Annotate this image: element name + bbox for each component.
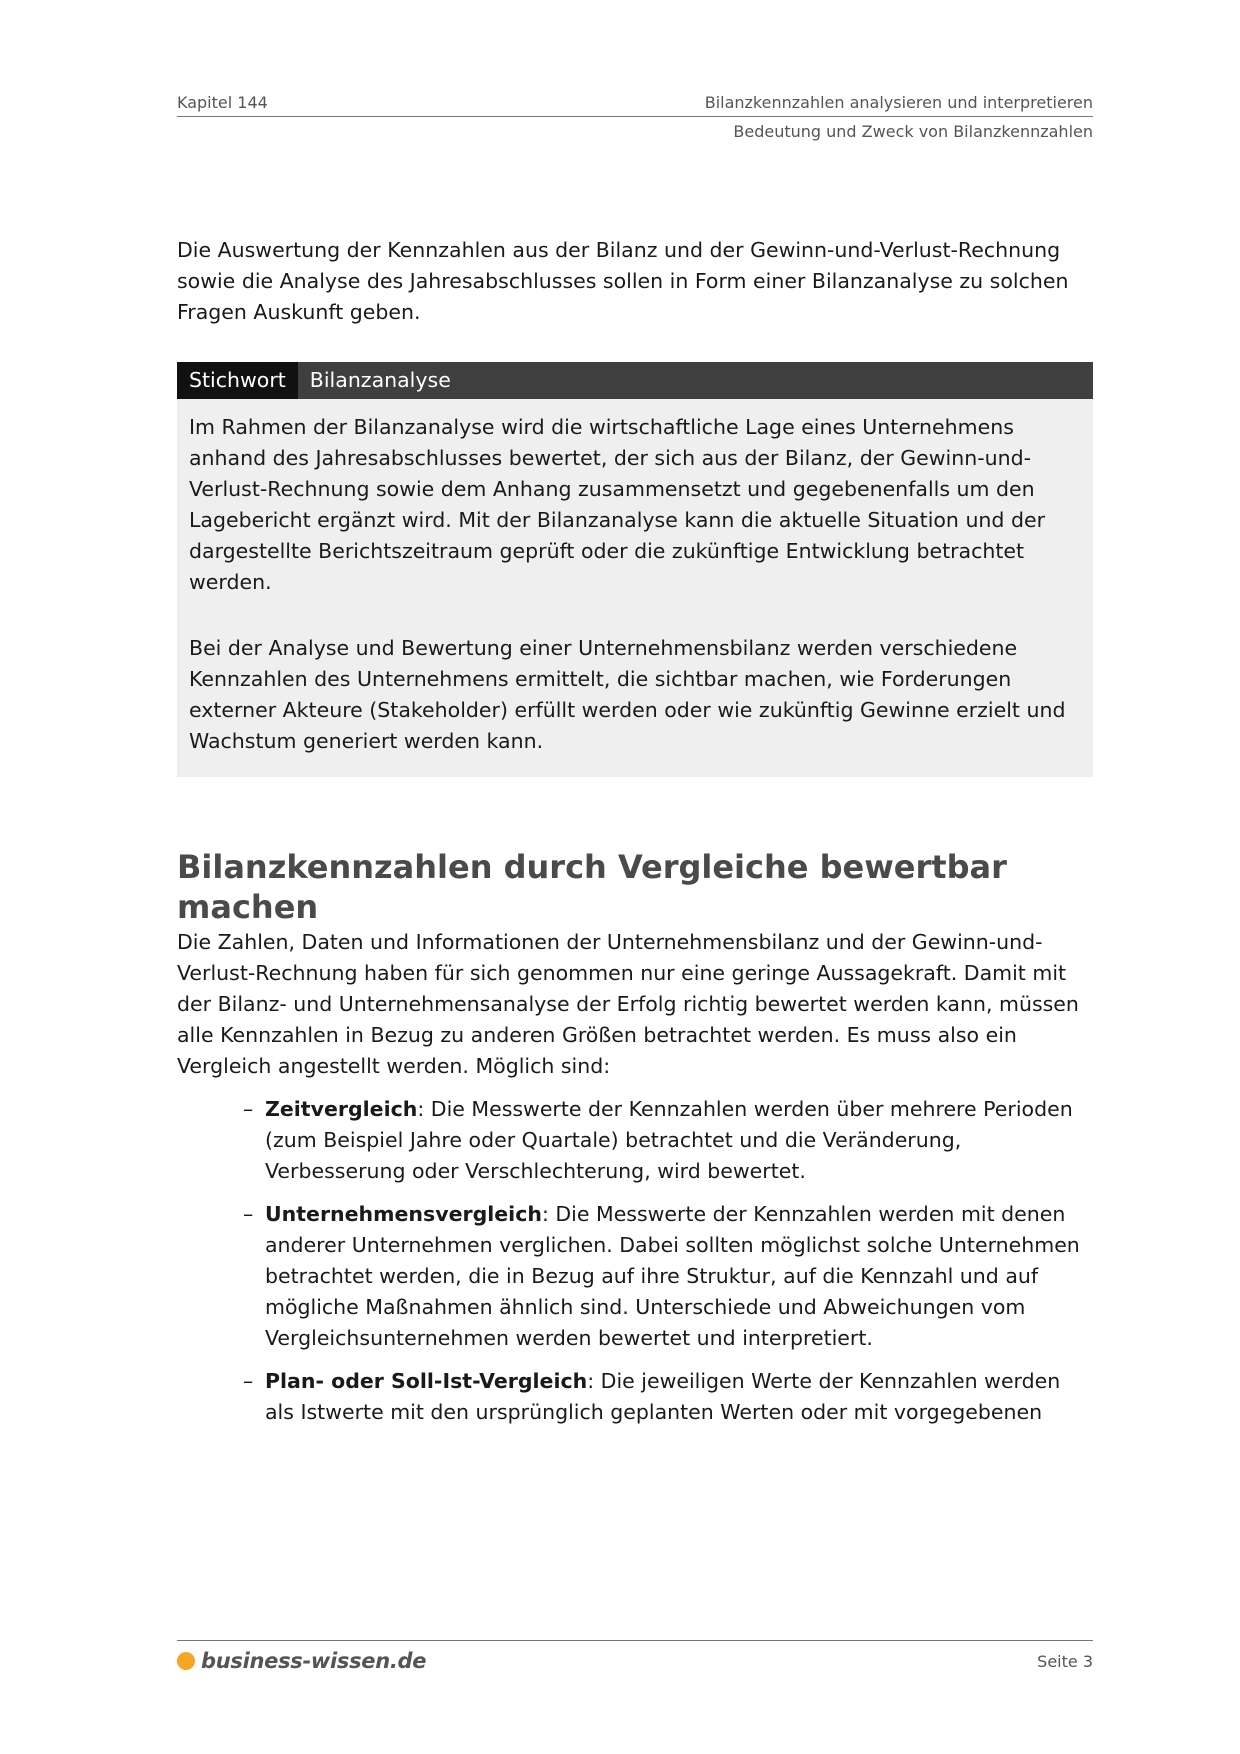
logo-text: business-wissen.de	[201, 1649, 427, 1673]
page-number: Seite 3	[1037, 1651, 1093, 1671]
header-subtitle: Bedeutung und Zweck von Bilanzkennzahlen	[733, 122, 1093, 141]
intro-paragraph: Die Auswertung der Kennzahlen aus der Bilanz und der Gewinn-und-Verlust-Rechnung sowie die Analyse des Jahresabschlusses sollen in Form einer Bilanzanalyse zu solchen Fragen Auskunft geben.	[177, 238, 1069, 324]
keyword-header	[177, 362, 1093, 399]
bullet-dash: –	[243, 1369, 254, 1393]
list-item-term: Zeitvergleich	[265, 1097, 418, 1121]
list-item-text: : Die Messwerte der Kennzahlen werden über mehrere Perioden (zum Beispiel Jahre oder Quartale) betrachtet und die Veränderung, Verbesserung oder Verschlechterung, wird bewertet.	[265, 1097, 1073, 1183]
list-item-text: : Die jeweiligen Werte der Kennzahlen werden als Istwerte mit den ursprünglich geplanten Werten oder mit vorgegebenen	[265, 1369, 1061, 1424]
logo-dot-icon	[177, 1652, 195, 1670]
keyword-paragraph: Im Rahmen der Bilanzanalyse wird die wirtschaftliche Lage eines Unternehmens anhand des Jahresabschlusses bewertet, der sich aus der Bilanz, der Gewinn-und-Verlust-Rechnung sowie dem Anhang zusammensetzt und gegebenenfalls um den Lagebericht ergänzt wird. Mit der Bilanzanalyse kann die aktuelle Situation und der dargestellte Berichtszeitraum geprüft oder die zukünftige Entwicklung betrachtet werden.	[189, 415, 1046, 594]
section-heading: Bilanzkennzahlen durch Vergleiche bewertbar machen	[177, 848, 1007, 926]
list-item-term: Plan- oder Soll-Ist-Vergleich	[265, 1369, 588, 1393]
bullet-dash: –	[243, 1202, 254, 1226]
section-paragraph: Die Zahlen, Daten und Informationen der Unternehmensbilanz und der Gewinn-und-Verlust-Rechnung haben für sich genommen nur eine geringe Aussagekraft. Damit mit der Bilanz- und Unternehmensanalyse der Erfolg richtig bewertet werden kann, müssen alle Kennzahlen in Bezug zu anderen Größen betrachtet werden. Es muss also ein Vergleich angestellt werden. Möglich sind:	[177, 930, 1079, 1078]
chapter-label: Kapitel 144	[177, 93, 268, 112]
brand-logo[interactable]	[177, 1649, 426, 1673]
keyword-body	[177, 399, 1093, 777]
keyword-title: Bilanzanalyse	[309, 368, 451, 392]
keyword-tag: Stichwort	[177, 362, 298, 399]
keyword-box	[177, 362, 1093, 777]
header-title: Bilanzkennzahlen analysieren und interpretieren	[704, 93, 1093, 112]
bullet-dash: –	[243, 1097, 254, 1121]
list-item	[243, 1199, 1093, 1354]
comparison-list	[177, 1094, 1093, 1428]
page-header	[177, 92, 1093, 143]
header-divider	[177, 116, 1093, 117]
main-content	[177, 235, 1093, 1440]
page-footer	[177, 1640, 1093, 1673]
list-item-text: : Die Messwerte der Kennzahlen werden mit denen anderer Unternehmen verglichen. Dabei sollten möglichst solche Unternehmen betrachtet werden, die in Bezug auf ihre Struktur, auf die Kennzahl und auf mögliche Maßnahmen ähnlich sind. Unterschiede und Abweichungen vom Vergleichsunternehmen werden bewertet und interpretiert.	[265, 1202, 1080, 1350]
footer-divider	[177, 1640, 1093, 1641]
list-item	[243, 1366, 1093, 1428]
keyword-paragraph: Bei der Analyse und Bewertung einer Unternehmensbilanz werden verschiedene Kennzahlen des Unternehmens ermittelt, die sichtbar machen, wie Forderungen externer Akteure (Stakeholder) erfüllt werden oder wie zukünftig Gewinne erzielt und Wachstum generiert werden kann.	[189, 636, 1066, 753]
list-item	[243, 1094, 1093, 1187]
list-item-term: Unternehmensvergleich	[265, 1202, 542, 1226]
